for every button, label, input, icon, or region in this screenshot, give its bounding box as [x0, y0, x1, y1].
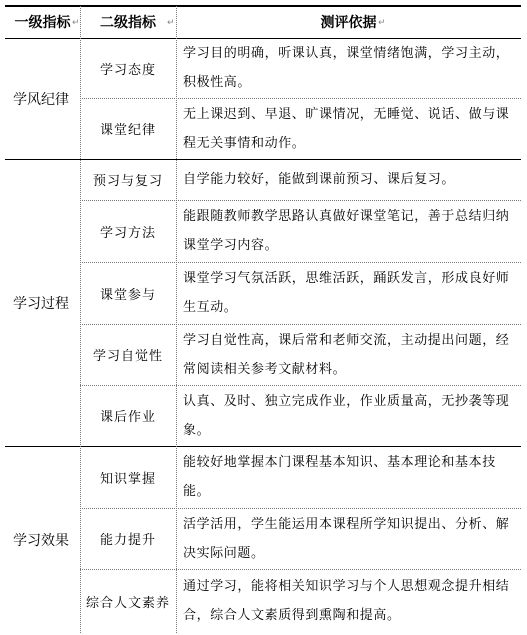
indicator-attitude: 学习态度 — [99, 62, 156, 78]
group-name-discipline: 学风纪律 — [13, 91, 69, 108]
group-name-effect: 学习效果 — [13, 532, 69, 549]
indicator-method: 学习方法 — [99, 225, 156, 241]
criteria-text: 课堂学习气氛活跃，思维活跃，踊跃发言，形成良好师生互动。 — [183, 271, 510, 315]
criteria-attitude — [176, 38, 521, 98]
indicator-preview-review: 预习与复习 — [92, 174, 163, 189]
criteria-text: 通过学习，能将相关知识学习与个人思想观念提升相结合，综合人文素质得到熏陶和提高。 — [183, 579, 510, 623]
criteria-ability — [176, 508, 521, 569]
criteria-text: 能跟随教师教学思路认真做好课堂笔记，善于总结归纳课堂学习内容。 — [183, 209, 510, 253]
criteria-homework — [176, 385, 521, 446]
criteria-discipline — [176, 98, 521, 159]
header-level2-indicator: 二级指标 — [100, 15, 156, 31]
paragraph-mark: ↵ — [72, 18, 80, 28]
criteria-text: 无上课迟到、早退、旷课情况，无睡觉、说话、做与课程无关事情和动作。 — [183, 106, 510, 151]
indicator-ability: 能力提升 — [99, 533, 156, 548]
criteria-humanities — [176, 569, 521, 633]
criteria-self-discipline — [176, 324, 521, 385]
criteria-method — [176, 200, 521, 262]
indicator-discipline: 课堂纪律 — [99, 123, 156, 138]
indicator-humanities: 综合人文素养 — [85, 595, 170, 611]
indicator-homework: 课后作业 — [99, 410, 156, 425]
indicator-knowledge: 知识掌握 — [99, 471, 156, 487]
criteria-participation — [176, 262, 521, 324]
criteria-text: 学习自觉性高，课后常和老师交流，主动提出问题，经常阅读相关参考文献材料。 — [183, 332, 510, 377]
indicator-self-discipline: 学习自觉性 — [92, 349, 163, 364]
criteria-preview-review — [176, 159, 521, 200]
criteria-text: 学习目的明确，听课认真，课堂情绪饱满，学习主动，积极性高。 — [183, 46, 510, 90]
paragraph-mark: ↵ — [378, 18, 386, 28]
criteria-text: 活学活用，学生能运用本课程所学知识提出、分析、解决实际问题。 — [183, 516, 510, 561]
criteria-text: 认真、及时、独立完成作业，作业质量高，无抄袭等现象。 — [183, 393, 510, 438]
group-name-process: 学习过程 — [13, 295, 69, 312]
criteria-text: 能较好地掌握本门课程基本知识、基本理论和基本技能。 — [183, 455, 496, 499]
paragraph-mark: ↵ — [167, 18, 175, 28]
criteria-text: 自学能力较好，能做到课前预习、课后复习。 — [183, 172, 456, 187]
indicator-participation: 课堂参与 — [99, 287, 156, 303]
header-criteria: 测评依据 — [320, 15, 377, 31]
criteria-knowledge — [176, 446, 521, 508]
header-level1-indicator: 一级指标 — [14, 15, 71, 31]
